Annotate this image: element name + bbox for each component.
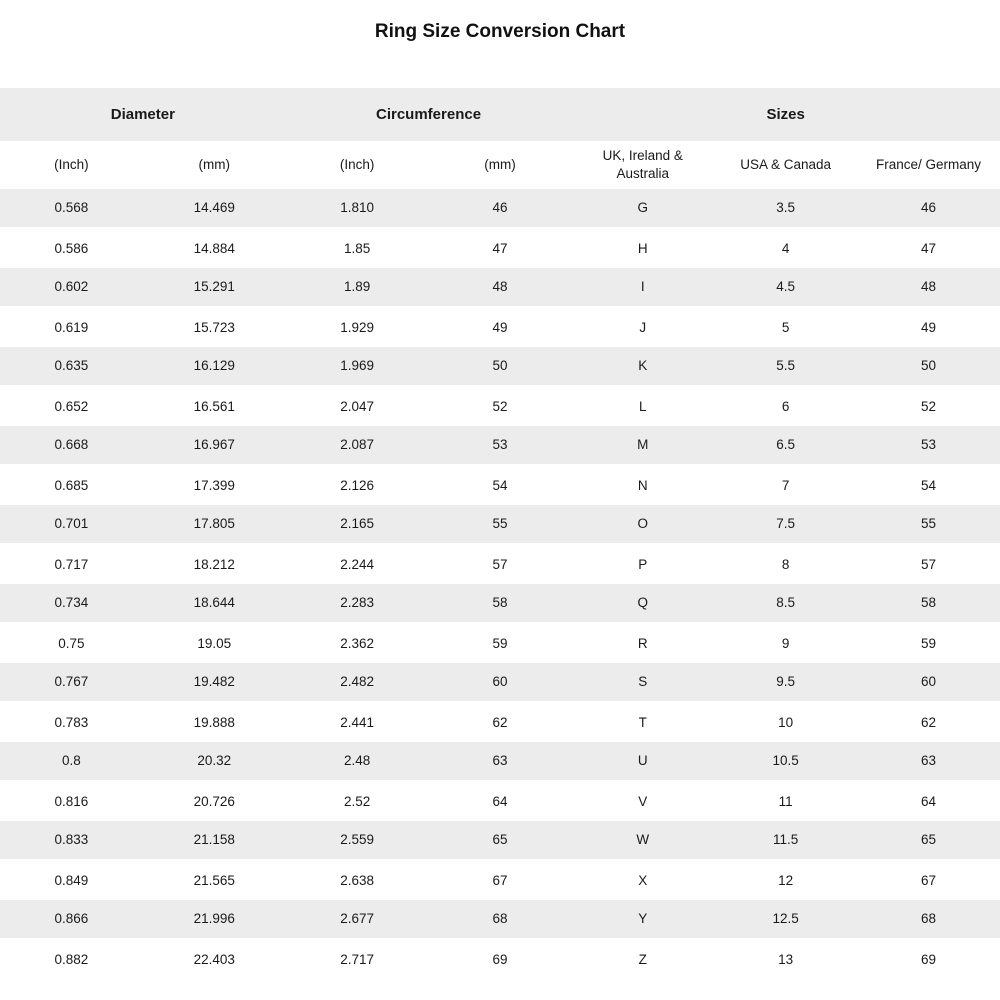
table-cell: 2.482 [286,663,429,703]
table-cell: 69 [857,940,1000,980]
table-cell: 68 [857,900,1000,940]
table-cell: 52 [857,387,1000,427]
table-cell: 10.5 [714,742,857,782]
table-cell: 0.849 [0,861,143,901]
table-cell: 63 [429,742,572,782]
table-cell: N [571,466,714,506]
table-cell: 2.047 [286,387,429,427]
table-cell: 0.882 [0,940,143,980]
table-cell: 0.767 [0,663,143,703]
table-row [0,545,1000,585]
table-cell: 2.638 [286,861,429,901]
table-cell: 9 [714,624,857,664]
table-cell: 67 [857,861,1000,901]
table-cell: 18.212 [143,545,286,585]
table-cell: 69 [429,940,572,980]
table-cell: 0.734 [0,584,143,624]
table-cell: I [571,268,714,308]
table-cell: 2.362 [286,624,429,664]
table-cell: 19.05 [143,624,286,664]
table-cell: 48 [857,268,1000,308]
table-cell: Q [571,584,714,624]
group-header-circumference: Circumference [286,88,572,141]
table-cell: 49 [429,308,572,348]
column-header-circumference-inch: (Inch) [286,141,429,189]
table-cell: 21.565 [143,861,286,901]
table-cell: 57 [857,545,1000,585]
table-cell: Z [571,940,714,980]
table-cell: 15.723 [143,308,286,348]
table-cell: 2.48 [286,742,429,782]
table-row [0,229,1000,269]
table-cell: 1.85 [286,229,429,269]
table-row [0,940,1000,980]
column-header-usa-canada: USA & Canada [714,141,857,189]
table-cell: 48 [429,268,572,308]
table-body [0,189,1000,979]
table-cell: 0.717 [0,545,143,585]
table-row [0,861,1000,901]
table-cell: W [571,821,714,861]
table-cell: 55 [429,505,572,545]
table-cell: 59 [857,624,1000,664]
table-row [0,308,1000,348]
table-cell: 3.5 [714,189,857,229]
table-cell: 50 [857,347,1000,387]
table-cell: 0.685 [0,466,143,506]
table-cell: 0.866 [0,900,143,940]
table-cell: 12.5 [714,900,857,940]
table-cell: 0.652 [0,387,143,427]
table-cell: 64 [857,782,1000,822]
table-cell: 5.5 [714,347,857,387]
table-cell: 21.996 [143,900,286,940]
table-cell: 59 [429,624,572,664]
table-cell: 19.888 [143,703,286,743]
table-row [0,387,1000,427]
table-cell: Y [571,900,714,940]
table-cell: 50 [429,347,572,387]
column-header-france-germany: France/ Germany [857,141,1000,189]
column-header-row [0,141,1000,189]
table-cell: 0.668 [0,426,143,466]
table-row [0,189,1000,229]
table-cell: V [571,782,714,822]
table-cell: 11.5 [714,821,857,861]
table-cell: P [571,545,714,585]
table-cell: 2.677 [286,900,429,940]
table-cell: 22.403 [143,940,286,980]
table-cell: 1.810 [286,189,429,229]
table-cell: 8 [714,545,857,585]
table-cell: 15.291 [143,268,286,308]
table-cell: 4 [714,229,857,269]
table-cell: 60 [857,663,1000,703]
table-cell: U [571,742,714,782]
table-row [0,782,1000,822]
table-cell: 54 [857,466,1000,506]
table-cell: 10 [714,703,857,743]
table-cell: 7.5 [714,505,857,545]
table-cell: 17.805 [143,505,286,545]
table-cell: H [571,229,714,269]
table-cell: S [571,663,714,703]
table-cell: 1.89 [286,268,429,308]
group-header-sizes: Sizes [571,88,1000,141]
table-cell: 0.586 [0,229,143,269]
table-cell: 2.165 [286,505,429,545]
table-cell: 58 [857,584,1000,624]
table-cell: 6 [714,387,857,427]
table-cell: 57 [429,545,572,585]
table-cell: 2.559 [286,821,429,861]
column-header-diameter-inch: (Inch) [0,141,143,189]
ring-size-conversion-table [0,88,1000,979]
table-cell: 0.701 [0,505,143,545]
table-cell: 62 [429,703,572,743]
table-cell: 20.726 [143,782,286,822]
table-cell: 11 [714,782,857,822]
table-cell: 2.717 [286,940,429,980]
table-cell: 0.833 [0,821,143,861]
table-row [0,821,1000,861]
table-cell: 64 [429,782,572,822]
table-cell: 58 [429,584,572,624]
table-cell: 0.602 [0,268,143,308]
table-cell: 49 [857,308,1000,348]
table-cell: 60 [429,663,572,703]
table-cell: 62 [857,703,1000,743]
table-row [0,703,1000,743]
table-cell: 2.087 [286,426,429,466]
table-cell: 67 [429,861,572,901]
table-row [0,466,1000,506]
table-cell: 2.52 [286,782,429,822]
table-cell: 53 [857,426,1000,466]
table-cell: R [571,624,714,664]
table-cell: 0.635 [0,347,143,387]
table-cell: 18.644 [143,584,286,624]
table-cell: 1.969 [286,347,429,387]
page-title: Ring Size Conversion Chart [374,21,626,42]
table-cell: 4.5 [714,268,857,308]
table-cell: 9.5 [714,663,857,703]
table-cell: X [571,861,714,901]
table-cell: 19.482 [143,663,286,703]
table-cell: 2.244 [286,545,429,585]
group-header-row [0,88,1000,141]
table-cell: 47 [429,229,572,269]
table-cell: 14.884 [143,229,286,269]
table-cell: 55 [857,505,1000,545]
table-cell: 46 [429,189,572,229]
table-cell: J [571,308,714,348]
table-row [0,347,1000,387]
table-cell: 63 [857,742,1000,782]
table-cell: T [571,703,714,743]
table-cell: 47 [857,229,1000,269]
table-cell: G [571,189,714,229]
table-cell: 0.816 [0,782,143,822]
table-cell: 14.469 [143,189,286,229]
table-cell: 7 [714,466,857,506]
table-cell: 2.126 [286,466,429,506]
table-cell: 1.929 [286,308,429,348]
table-cell: L [571,387,714,427]
table-row [0,663,1000,703]
table-cell: K [571,347,714,387]
table-cell: 2.441 [286,703,429,743]
column-header-circumference-mm: (mm) [429,141,572,189]
table-cell: O [571,505,714,545]
table-cell: 16.967 [143,426,286,466]
ring-size-chart-page [0,20,1000,1000]
column-header-uk-ireland-australia: UK, Ireland & Australia [571,141,714,189]
table-row [0,742,1000,782]
table-cell: 54 [429,466,572,506]
table-cell: 8.5 [714,584,857,624]
table-cell: 65 [857,821,1000,861]
table-cell: 0.568 [0,189,143,229]
table-cell: 53 [429,426,572,466]
group-header-diameter: Diameter [0,88,286,141]
table-cell: 16.129 [143,347,286,387]
table-cell: 2.283 [286,584,429,624]
table-cell: 0.8 [0,742,143,782]
table-row [0,624,1000,664]
table-cell: 13 [714,940,857,980]
table-row [0,426,1000,466]
table-row [0,268,1000,308]
table-cell: 6.5 [714,426,857,466]
table-cell: 12 [714,861,857,901]
table-cell: 65 [429,821,572,861]
table-row [0,900,1000,940]
table-row [0,584,1000,624]
column-header-diameter-mm: (mm) [143,141,286,189]
table-cell: M [571,426,714,466]
table-cell: 17.399 [143,466,286,506]
table-cell: 21.158 [143,821,286,861]
table-cell: 0.75 [0,624,143,664]
table-cell: 52 [429,387,572,427]
table-cell: 16.561 [143,387,286,427]
table-row [0,505,1000,545]
table-cell: 0.619 [0,308,143,348]
table-cell: 46 [857,189,1000,229]
table-cell: 5 [714,308,857,348]
table-cell: 0.783 [0,703,143,743]
table-cell: 68 [429,900,572,940]
table-cell: 20.32 [143,742,286,782]
